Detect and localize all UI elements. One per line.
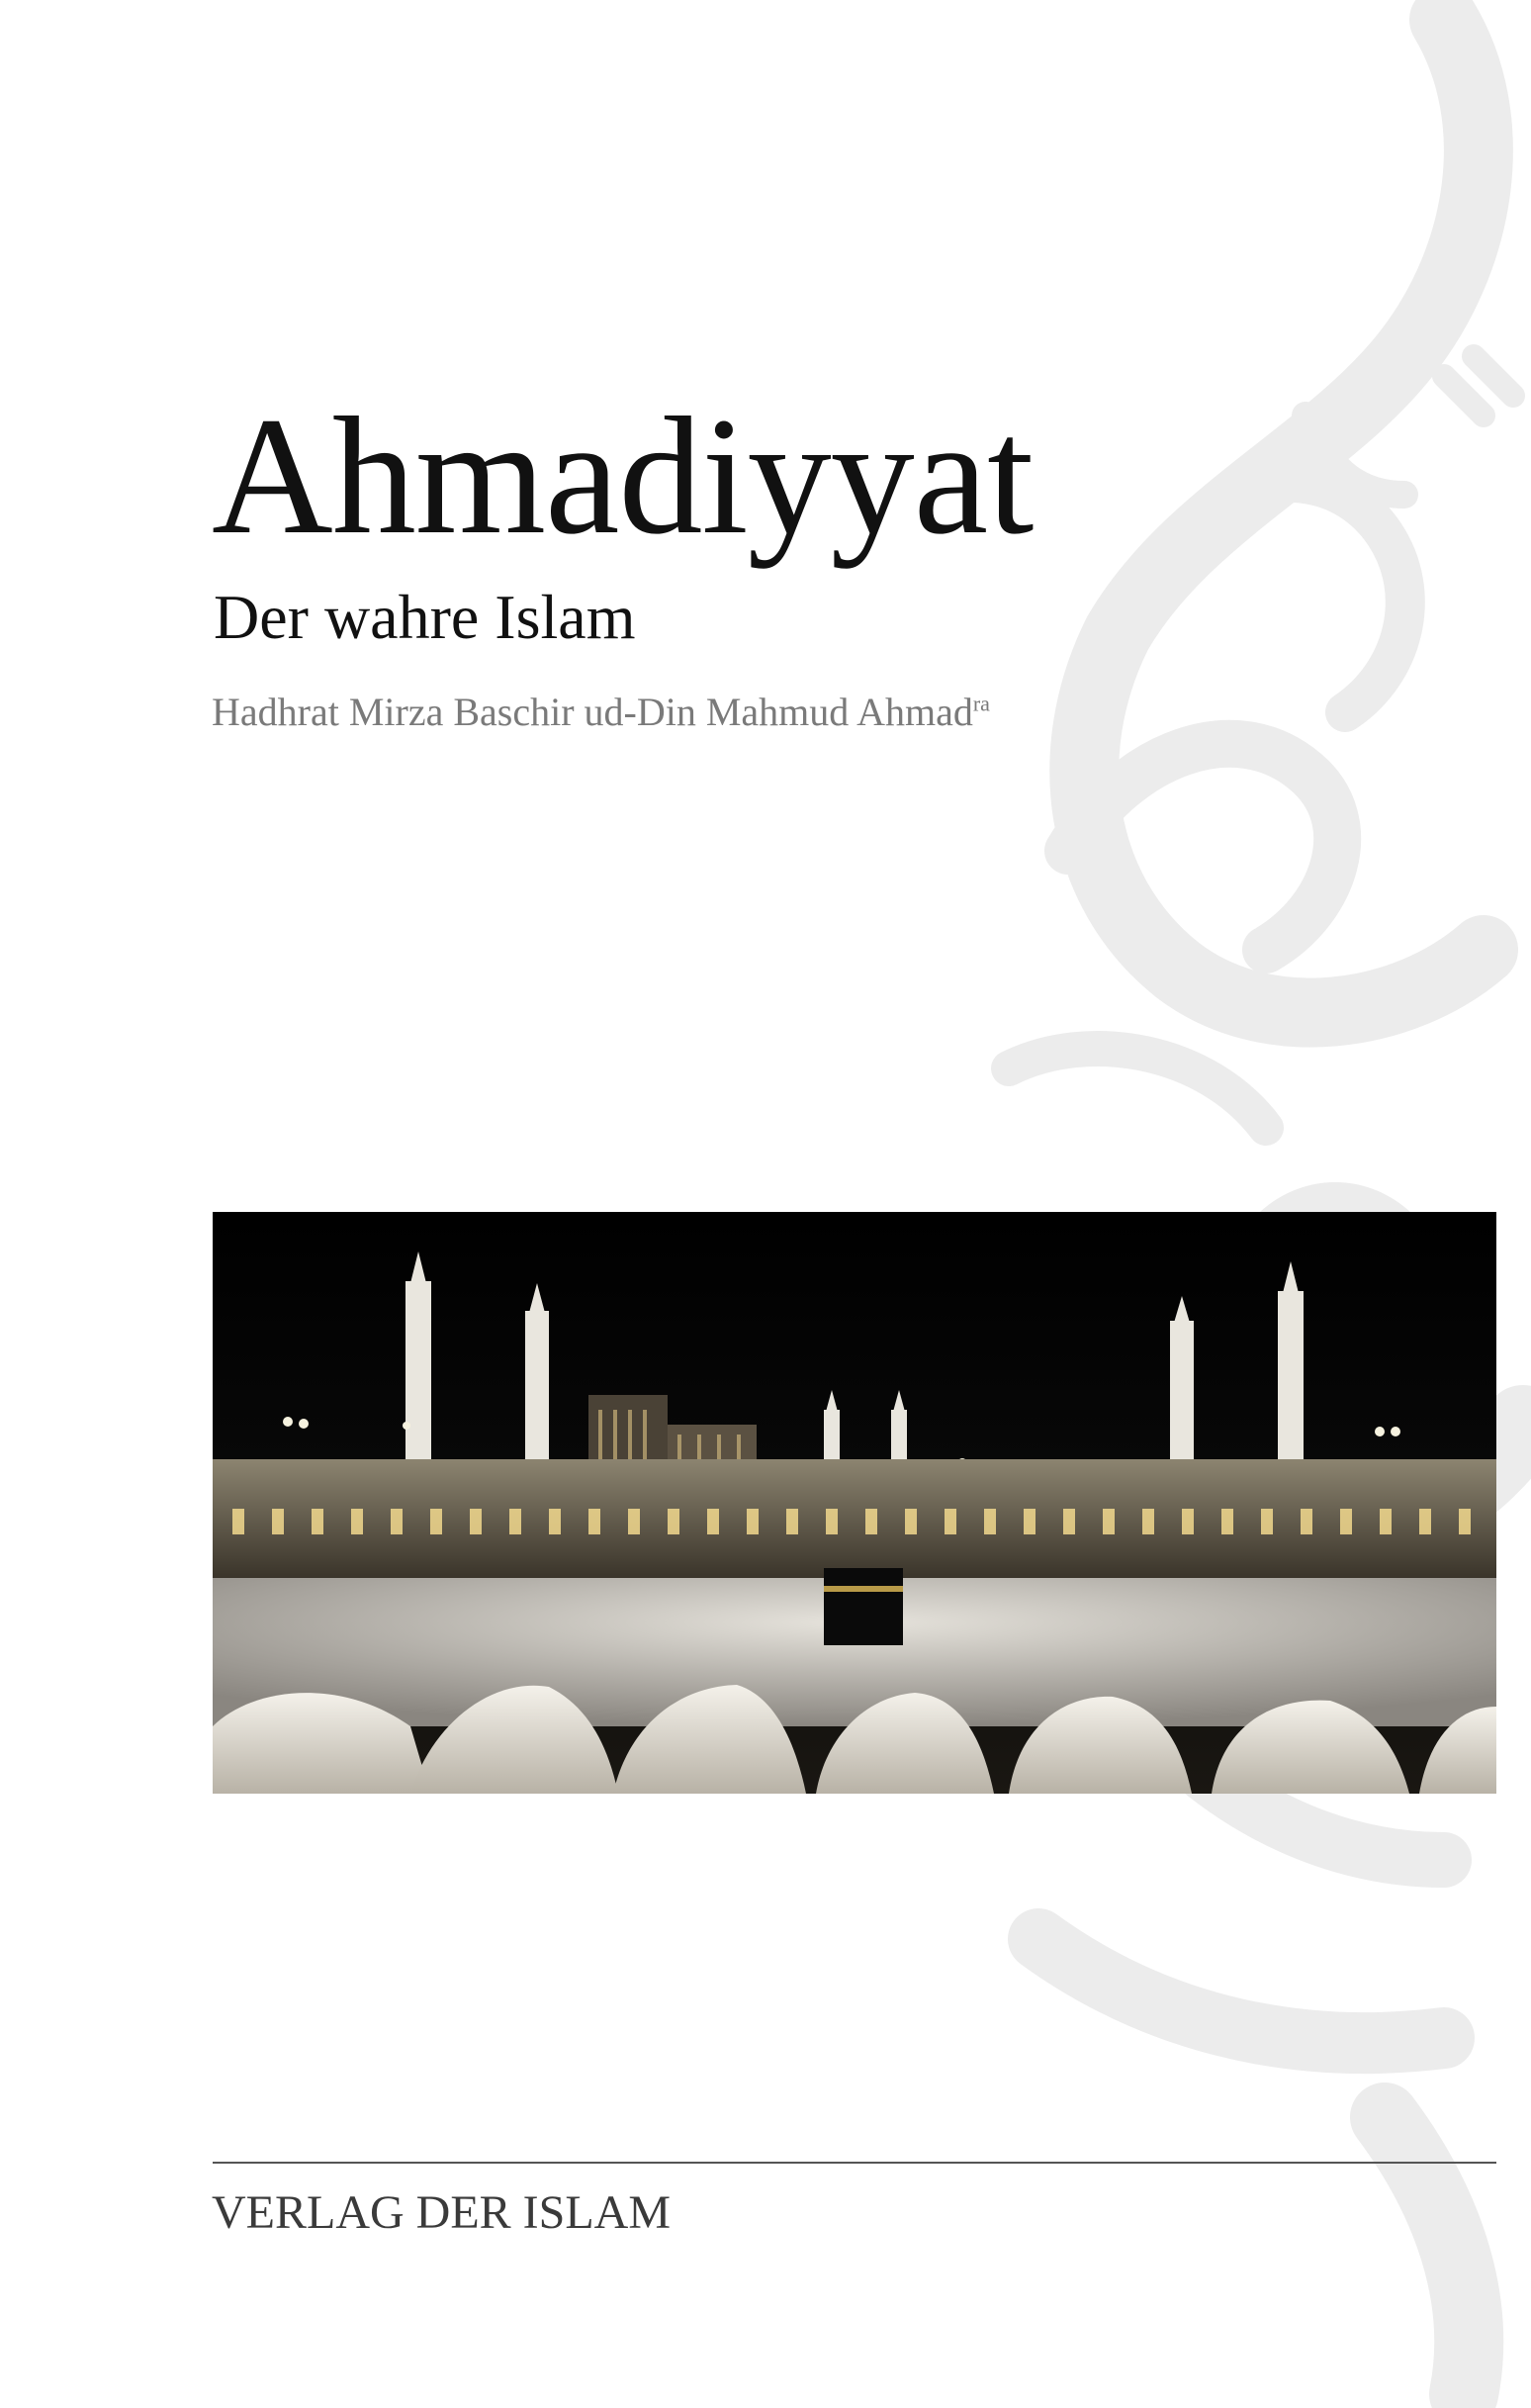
cover-photo [213, 1212, 1496, 1794]
author-honorific: ra [972, 691, 990, 716]
book-title: Ahmadiyyat [212, 383, 1034, 569]
divider-line [213, 2162, 1496, 2164]
calligraphy-watermark [890, 0, 1531, 2408]
publisher-name: VERLAG DER ISLAM [212, 2186, 671, 2239]
author-line [212, 690, 990, 734]
author-name: Hadhrat Mirza Baschir ud-Din Mahmud Ahmad [212, 690, 973, 734]
book-subtitle: Der wahre Islam [214, 582, 636, 652]
